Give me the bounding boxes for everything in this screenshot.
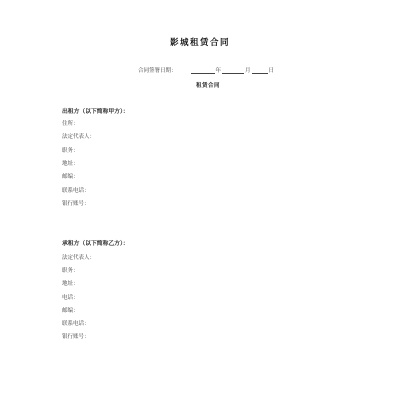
signing-date-label: 合同签署日期：	[138, 68, 177, 74]
day-blank	[252, 67, 268, 74]
lessee-field: 邮编：	[62, 308, 79, 314]
document-subtitle: 租赁合同	[196, 83, 221, 89]
lessee-heading: 承租方（以下简称乙方）：	[62, 241, 129, 247]
year-label: 年	[215, 68, 222, 74]
lessor-field: 地址：	[62, 161, 79, 167]
lessor-field: 职务：	[62, 148, 79, 154]
lessor-heading: 出租方（以下简称甲方）：	[62, 109, 129, 115]
day-label: 日	[268, 68, 275, 74]
lessee-field: 地址：	[62, 281, 79, 287]
lessor-field: 法定代表人：	[62, 134, 96, 140]
lessee-field: 职务：	[62, 268, 79, 274]
lessee-field: 联系电话：	[62, 321, 90, 327]
lessee-field: 银行账号：	[62, 334, 90, 340]
lessor-field: 邮编：	[62, 174, 79, 180]
lessee-field: 法定代表人：	[62, 255, 96, 261]
lessor-field: 住所：	[62, 121, 79, 127]
month-label: 月	[245, 68, 251, 74]
lessor-field: 联系电话：	[62, 188, 90, 194]
year-blank	[191, 67, 215, 74]
lessee-field: 电话：	[62, 295, 79, 301]
document-title: 影城租赁合同	[169, 38, 230, 48]
signing-date-line	[138, 66, 274, 74]
month-blank	[222, 67, 244, 74]
lessor-field: 银行账号：	[62, 201, 90, 207]
